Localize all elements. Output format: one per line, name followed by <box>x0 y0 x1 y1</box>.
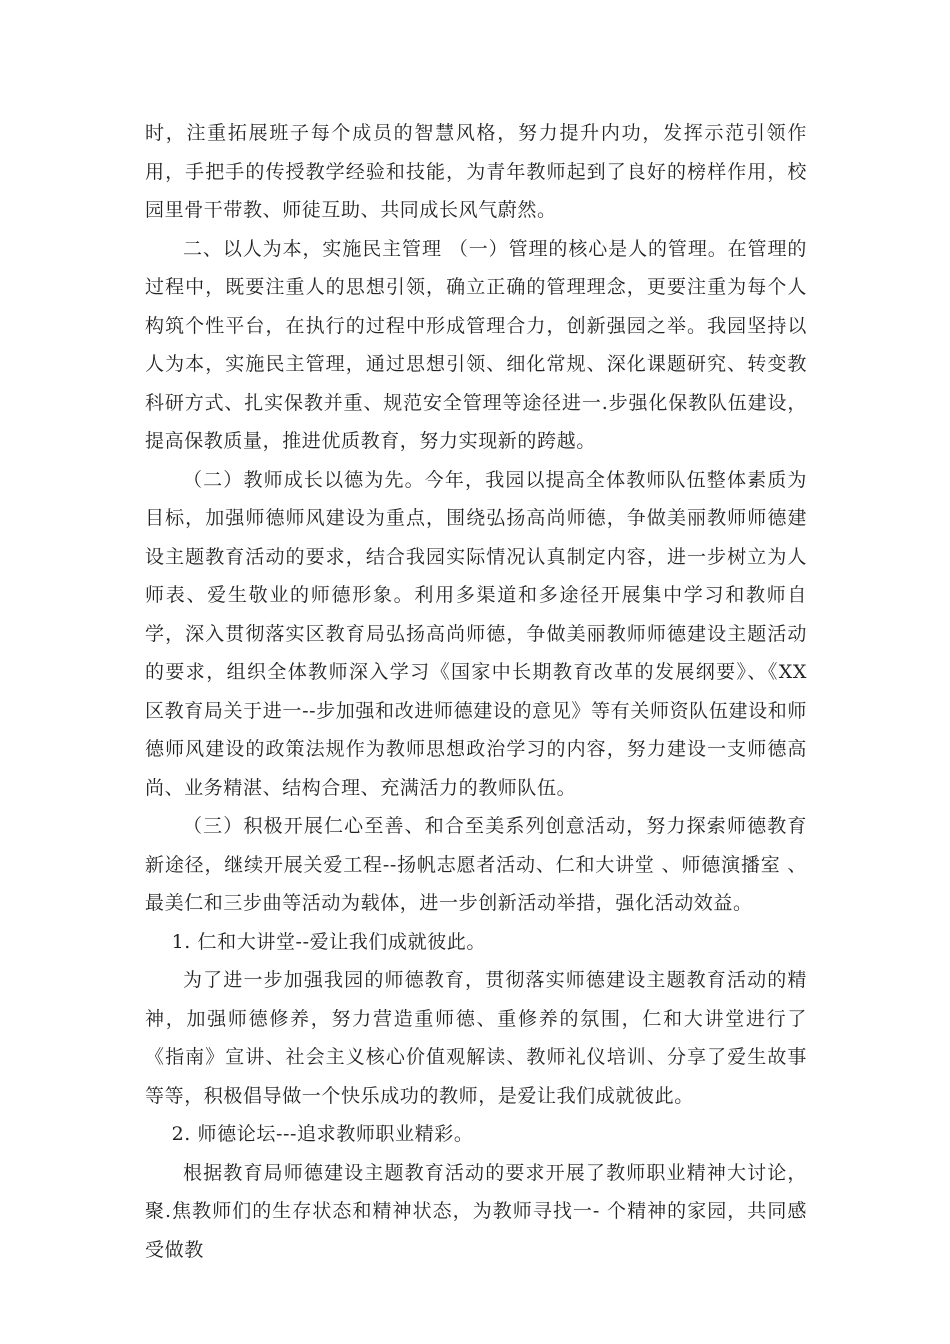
paragraph-section-two: 二、以人为本，实施民主管理 （一）管理的核心是人的管理。在管理的过程中，既要注重人的思想引领，确立正确的管理理念，更要注重为每个人构筑个性平台，在执行的过程中形成管理合力，创新强园之举。我园坚持以人为本，实施民主管理，通过思想引领、细化常规、深化课题研究、转变教科研方式、扎实保教并重、规范安全管理等途径进一.步强化保教队伍建设，提高保教质量，推进优质教育，努力实现新的跨越。 <box>145 237 807 452</box>
paragraph-creative-activities: （三）积极开展仁心至善、和合至美系列创意活动，努力探索师德教育新途径，继续开展关爱工程--扬帆志愿者活动、仁和大讲堂 、师德演播室 、最美仁和三步曲等活动为载体，进一步创新活动举措，强化活动效益。 <box>145 815 807 914</box>
document-body <box>145 114 807 1269</box>
paragraph-teacher-growth: （二）教师成长以德为先。今年，我园以提高全体教师队伍整体素质为目标，加强师德师风建设为重点，围绕弘扬高尚师德，争做美丽教师师德建设主题教育活动的要求，结合我园实际情况认真制定内容，进一步树立为人师表、爱生敬业的师德形象。利用多渠道和多途径开展集中学习和教师自学，深入贯彻落实区教育局弘扬高尚师德，争做美丽教师师德建设主题活动的要求，组织全体教师深入学习《国家中长期教育改革的发展纲要》、《XX 区教育局关于进一--步加强和改进师德建设的意见》等有关师资队伍建设和师德师风建设的政策法规作为教师思想政治学习的内容，努力建设一支师德高尚、业务精湛、结构合理、充满活力的教师队伍。 <box>145 468 807 799</box>
list-item-heading-1: 1. 仁和大讲堂--爱让我们成就彼此。 <box>171 930 487 953</box>
list-item-heading-2: 2. 师德论坛---追求教师职业精彩。 <box>171 1123 474 1145</box>
paragraph-forum: 根据教育局师德建设主题教育活动的要求开展了教师职业精神大讨论，聚.焦教师们的生存状态和精神状态，为教师寻找一- 个精神的家园，共同感受做教 <box>145 1161 807 1261</box>
paragraph-continuation: 时，注重拓展班子每个成员的智慧风格，努力提升内功，发挥示范引领作用，手把手的传授教学经验和技能，为青年教师起到了良好的榜样作用，校园里骨干带教、师徒互助、共同成长风气蔚然。 <box>145 122 807 221</box>
paragraph-lecture-hall: 为了进一步加强我园的师德教育，贯彻落实师德建设主题教育活动的精神，加强师德修养，努力营造重师德、重修养的氛围，仁和大讲堂进行了《指南》宣讲、社会主义核心价值观解读、教师礼仪培训、分享了爱生故事等等，积极倡导做一个快乐成功的教师，是爱让我们成就彼此。 <box>145 969 807 1107</box>
